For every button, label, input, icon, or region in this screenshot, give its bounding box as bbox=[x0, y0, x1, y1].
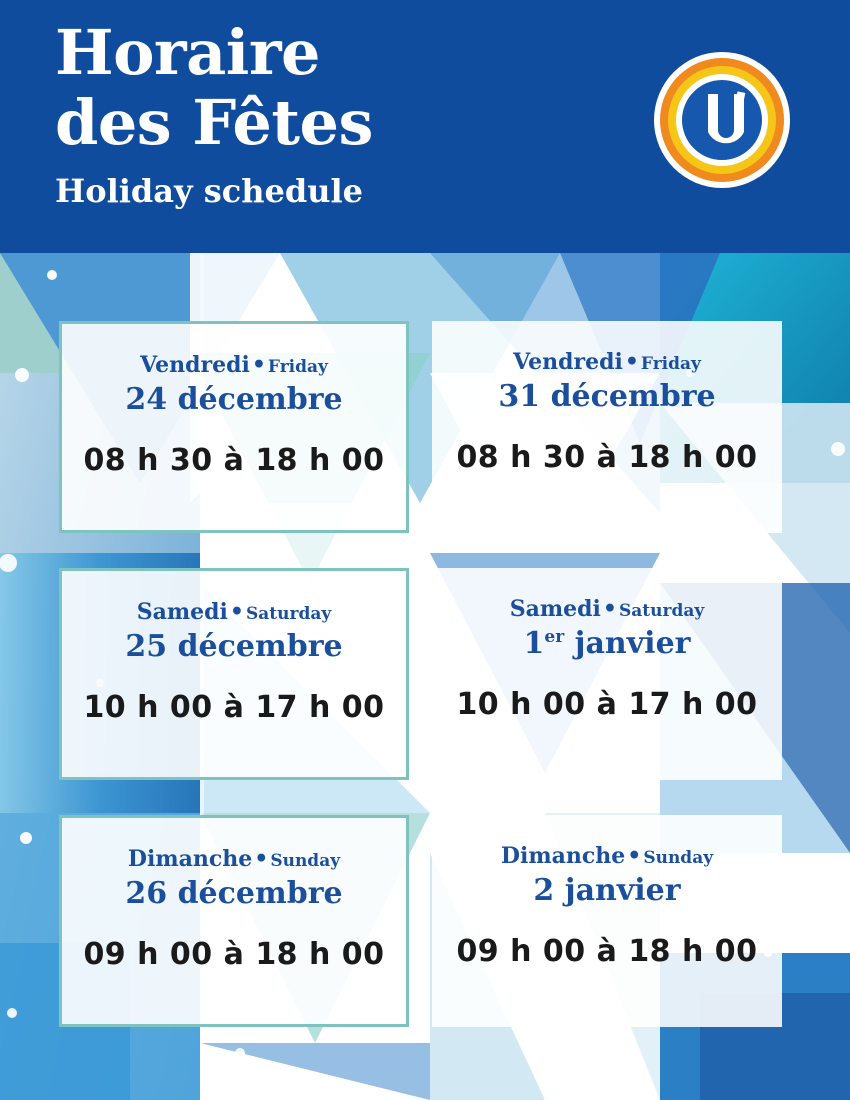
day-label-en: Saturday bbox=[245, 604, 332, 624]
card-day-labels bbox=[137, 599, 331, 625]
page-title-line-1: Horaire bbox=[55, 16, 320, 89]
card-date-month: janvier bbox=[564, 626, 691, 661]
day-label-fr: Vendredi bbox=[513, 349, 623, 375]
card-hours: 10 h 00 à 17 h 00 bbox=[456, 687, 758, 722]
bullet-separator: • bbox=[254, 846, 269, 872]
schedule-card bbox=[432, 815, 782, 1027]
schedule-card bbox=[59, 815, 409, 1027]
schedule-card bbox=[432, 321, 782, 533]
day-label-en: Sunday bbox=[270, 851, 341, 871]
poster-header bbox=[0, 0, 850, 253]
card-hours: 08 h 30 à 18 h 00 bbox=[83, 443, 385, 478]
schedule-card bbox=[59, 568, 409, 780]
schedule-grid bbox=[0, 253, 850, 1100]
day-label-fr: Vendredi bbox=[140, 352, 250, 378]
card-date: 24 décembre bbox=[125, 382, 343, 417]
card-date: 25 décembre bbox=[125, 629, 343, 664]
day-label-fr: Samedi bbox=[136, 599, 228, 625]
card-day-labels bbox=[128, 846, 340, 872]
card-date-ordinal-suffix: er bbox=[544, 627, 565, 647]
card-date-number: 1 bbox=[523, 626, 545, 661]
header-text-block bbox=[55, 16, 373, 210]
card-date bbox=[524, 626, 691, 661]
card-date: 2 janvier bbox=[533, 873, 681, 908]
day-label-en: Saturday bbox=[618, 601, 705, 621]
card-day-labels bbox=[501, 843, 713, 869]
day-label-fr: Samedi bbox=[509, 596, 601, 622]
card-date: 31 décembre bbox=[498, 379, 716, 414]
card-day-labels bbox=[140, 352, 328, 378]
schedule-card bbox=[432, 568, 782, 780]
day-label-en: Sunday bbox=[643, 848, 714, 868]
bullet-separator: • bbox=[602, 596, 617, 622]
card-hours: 09 h 00 à 18 h 00 bbox=[456, 934, 758, 969]
bullet-separator: • bbox=[229, 599, 244, 625]
day-label-en: Friday bbox=[640, 354, 701, 374]
bullet-separator: • bbox=[624, 349, 639, 375]
schedule-card bbox=[59, 321, 409, 533]
card-date: 26 décembre bbox=[125, 876, 343, 911]
bullet-separator: • bbox=[251, 352, 266, 378]
card-hours: 10 h 00 à 17 h 00 bbox=[83, 690, 385, 725]
day-label-en: Friday bbox=[267, 357, 328, 377]
day-label-fr: Dimanche bbox=[500, 843, 626, 869]
day-label-fr: Dimanche bbox=[127, 846, 253, 872]
card-day-labels bbox=[513, 349, 701, 375]
page-subtitle: Holiday schedule bbox=[55, 172, 364, 210]
u-logo bbox=[652, 50, 792, 190]
page-title-line-2: des Fêtes bbox=[55, 86, 373, 159]
bullet-separator: • bbox=[627, 843, 642, 869]
card-hours: 09 h 00 à 18 h 00 bbox=[83, 937, 385, 972]
card-day-labels bbox=[510, 596, 704, 622]
card-hours: 08 h 30 à 18 h 00 bbox=[456, 440, 758, 475]
